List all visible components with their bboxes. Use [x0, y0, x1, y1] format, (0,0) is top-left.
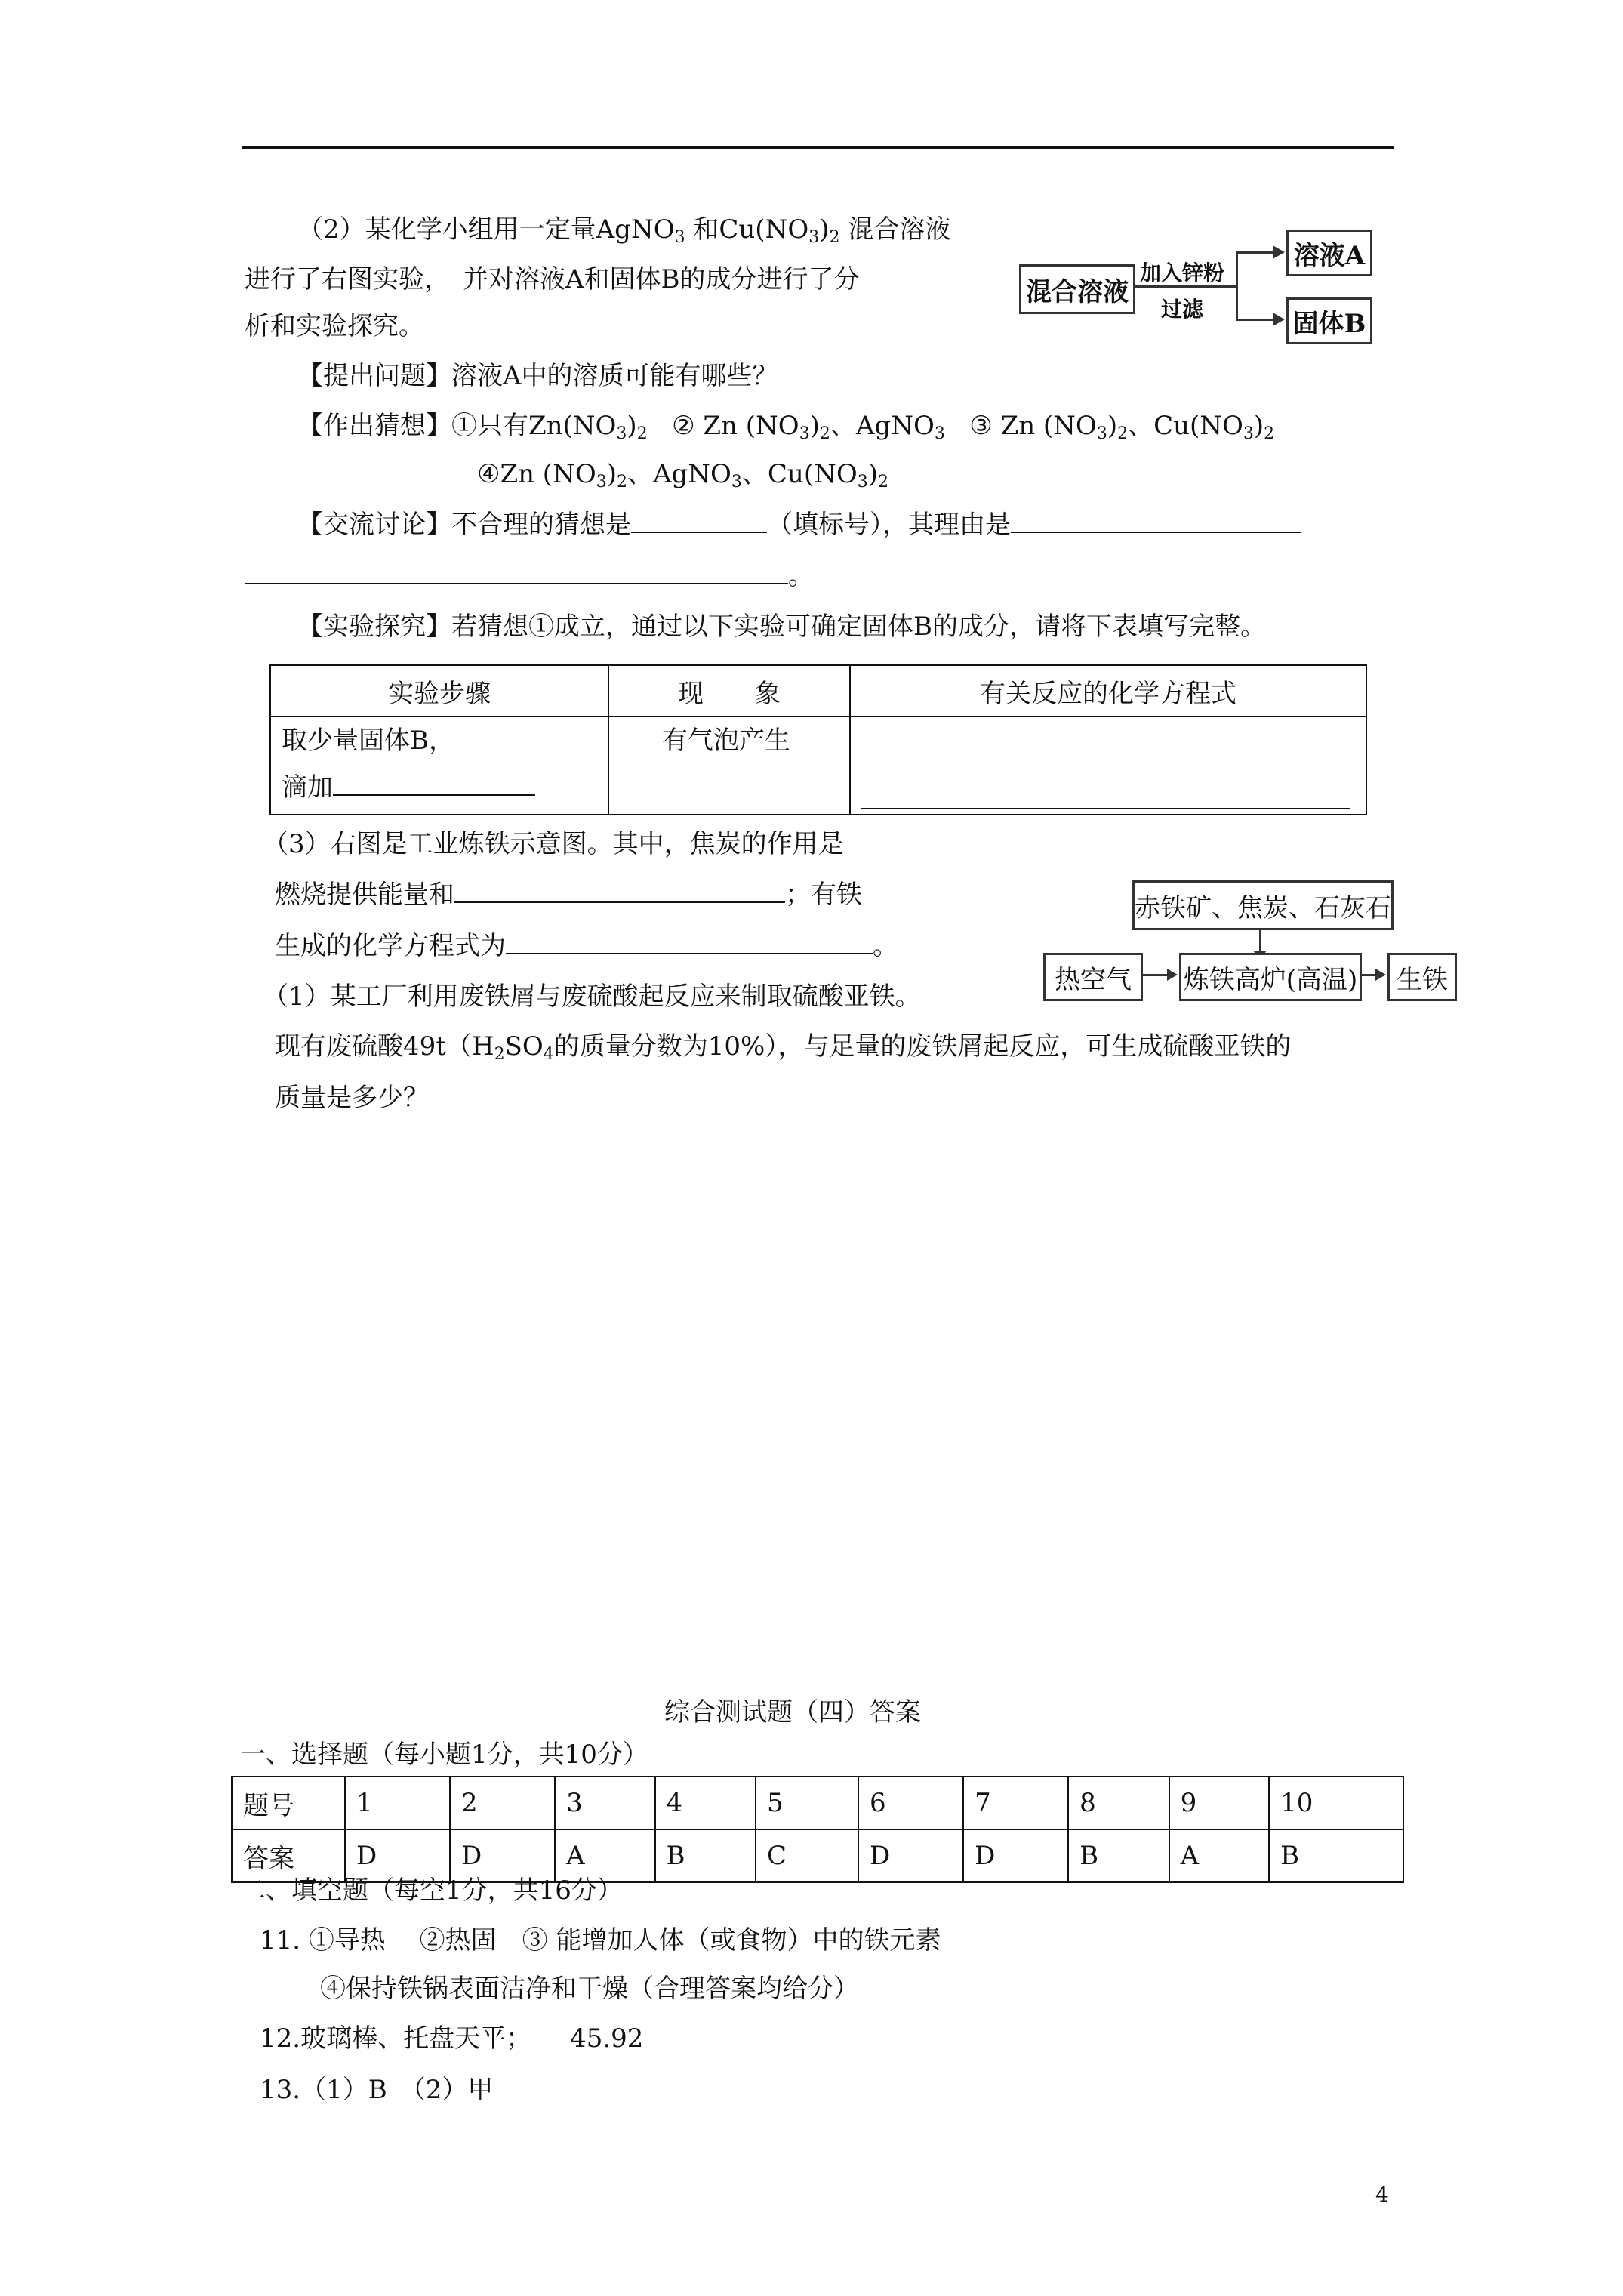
- answer-blank-iron-equation[interactable]: [506, 927, 873, 954]
- choice-cell: A: [555, 1829, 654, 1882]
- q2-line2: 进行了右图实验， 并对溶液A和固体B的成分进行了分: [245, 264, 860, 294]
- calc-line2: 现有废硫酸$49t(H_2SO_4$的质量分数为10%），与足量的废铁屑起反应，可生成硫酸亚铁的: [275, 1031, 1292, 1064]
- num-cell: 2: [450, 1777, 555, 1829]
- num-cell: 3: [555, 1777, 654, 1829]
- answer-11-line2: ④保持铁锅表面洁净和干燥（合理答案均给分）: [320, 1974, 859, 2004]
- num-cell: 5: [756, 1777, 858, 1829]
- q3-line3: 生成的化学方程式为 。: [275, 927, 898, 964]
- cell-equation: [850, 717, 1366, 815]
- answer-blank-reason-cont[interactable]: [245, 557, 788, 584]
- cell-step: [270, 717, 608, 815]
- answer-row-numbers: [232, 1777, 1403, 1829]
- choice-cell: D: [963, 1829, 1068, 1882]
- answer-11-line1: 11. ①导热 ②热固 ③ 能增加人体（或食物）中的铁元素: [260, 1925, 941, 1955]
- calc-line3: 质量是多少？: [275, 1083, 429, 1113]
- answers-title: 综合测试题（四）答案: [664, 1697, 921, 1727]
- header-rule: [242, 146, 1394, 149]
- header-step: 实验步骤: [270, 665, 608, 717]
- choice-cell: B: [1269, 1829, 1403, 1882]
- q2-guesses-row2: ④Zn $(NO_3)_2$、AgNO$_3$、$Cu(NO_3)_2$: [477, 459, 888, 492]
- answers-section2: 二、填空题（每空1分，共16分）: [240, 1875, 623, 1906]
- label-answer: 答案: [232, 1829, 345, 1882]
- flow2-raw-materials-box: 赤铁矿、焦炭、石灰石: [1132, 880, 1394, 930]
- choice-cell: D: [345, 1829, 450, 1882]
- q3-line2: 燃烧提供能量和 ；有铁: [275, 876, 862, 913]
- num-cell: 1: [345, 1777, 450, 1829]
- num-cell: 7: [963, 1777, 1068, 1829]
- choice-cell: D: [450, 1829, 555, 1882]
- flow1-branch-bottom: [1236, 319, 1275, 321]
- calc-line1: （1）某工厂利用废铁屑与废硫酸起反应来制取硫酸亚铁。: [263, 982, 921, 1012]
- answers-section1: 一、选择题（每小题1分，共10分）: [240, 1740, 648, 1770]
- answer-blank-equation[interactable]: [861, 782, 1350, 809]
- flow2-hot-air-box: 热空气: [1043, 953, 1143, 1001]
- flow2-furnace-box: 炼铁高炉(高温): [1179, 953, 1362, 1001]
- answer-table: [231, 1776, 1404, 1883]
- q2-discussion-cont: 。: [245, 557, 814, 594]
- choice-cell: C: [756, 1829, 858, 1882]
- flow2-pig-iron-box: 生铁: [1387, 953, 1457, 1001]
- choice-cell: A: [1169, 1829, 1269, 1882]
- q2-line1: （2）某化学小组用一定量AgNO$_3$ 和$Cu(NO_3)_2$ 混合溶液: [297, 214, 951, 247]
- answer-blank-reagent[interactable]: [333, 769, 535, 796]
- flow2-left-line: [1141, 974, 1169, 976]
- q2-discussion: 【交流讨论】不合理的猜想是 （填标号），其理由是: [297, 506, 1301, 543]
- cell-phenomenon: 有气泡产生: [608, 717, 850, 815]
- num-cell: 10: [1269, 1777, 1403, 1829]
- q3-line1: （3）右图是工业炼铁示意图。其中，焦炭的作用是: [263, 829, 844, 859]
- choice-cell: B: [655, 1829, 756, 1882]
- label-number: 题号: [232, 1777, 345, 1829]
- q2-guesses-row1: 【作出猜想】①只有$Zn(NO_3)_2$ ② Zn $(NO_3)_2$、AgNO$_3$ ③ Zn $(NO_3)_2$、$Cu(NO_3)_2$: [297, 411, 1275, 443]
- answer-blank-coke[interactable]: [454, 876, 785, 903]
- flow1-op-top: 加入锌粉: [1140, 260, 1225, 285]
- q2-question: 【提出问题】溶液A中的溶质可能有哪些？: [297, 361, 778, 391]
- answer-12: 12.玻璃棒、托盘天平； 45.92: [260, 2023, 644, 2054]
- choice-cell: D: [858, 1829, 963, 1882]
- flow1-arrowhead-top: [1273, 245, 1285, 259]
- step-line2: 滴加: [282, 764, 597, 811]
- experiment-table: [269, 664, 1367, 815]
- flow2-left-arrowhead: [1167, 969, 1178, 981]
- flow1-solution-a-box: 溶液A: [1286, 230, 1372, 276]
- flow1-solid-b-box: 固体B: [1286, 297, 1372, 344]
- flow2-right-arrowhead: [1375, 969, 1386, 981]
- flow1-branch-vertical: [1236, 251, 1238, 321]
- answer-13: 13.（1）B （2）甲: [260, 2075, 494, 2105]
- q2-line3: 析和实验探究。: [245, 311, 424, 341]
- choice-cell: B: [1068, 1829, 1169, 1882]
- step-line1: 取少量固体B，: [282, 726, 454, 756]
- page-number: 4: [1375, 2182, 1389, 2207]
- flow1-op-bottom: 过滤: [1161, 297, 1204, 322]
- num-cell: 8: [1068, 1777, 1169, 1829]
- num-cell: 6: [858, 1777, 963, 1829]
- num-cell: 9: [1169, 1777, 1269, 1829]
- header-equation: 有关反应的化学方程式: [850, 665, 1366, 717]
- flow1-arrowhead-bottom: [1273, 313, 1285, 326]
- q2-explore: 【实验探究】若猜想①成立，通过以下实验可确定固体B的成分，请将下表填写完整。: [297, 612, 1266, 642]
- header-phenomenon: 现 象: [608, 665, 850, 717]
- answer-blank-reason[interactable]: [1011, 506, 1301, 533]
- flow2-down-line: [1259, 928, 1261, 954]
- flow1-branch-top: [1236, 251, 1275, 254]
- flow1-start-box: 混合溶液: [1019, 264, 1135, 314]
- num-cell: 4: [655, 1777, 756, 1829]
- answer-blank-guess[interactable]: [631, 506, 767, 533]
